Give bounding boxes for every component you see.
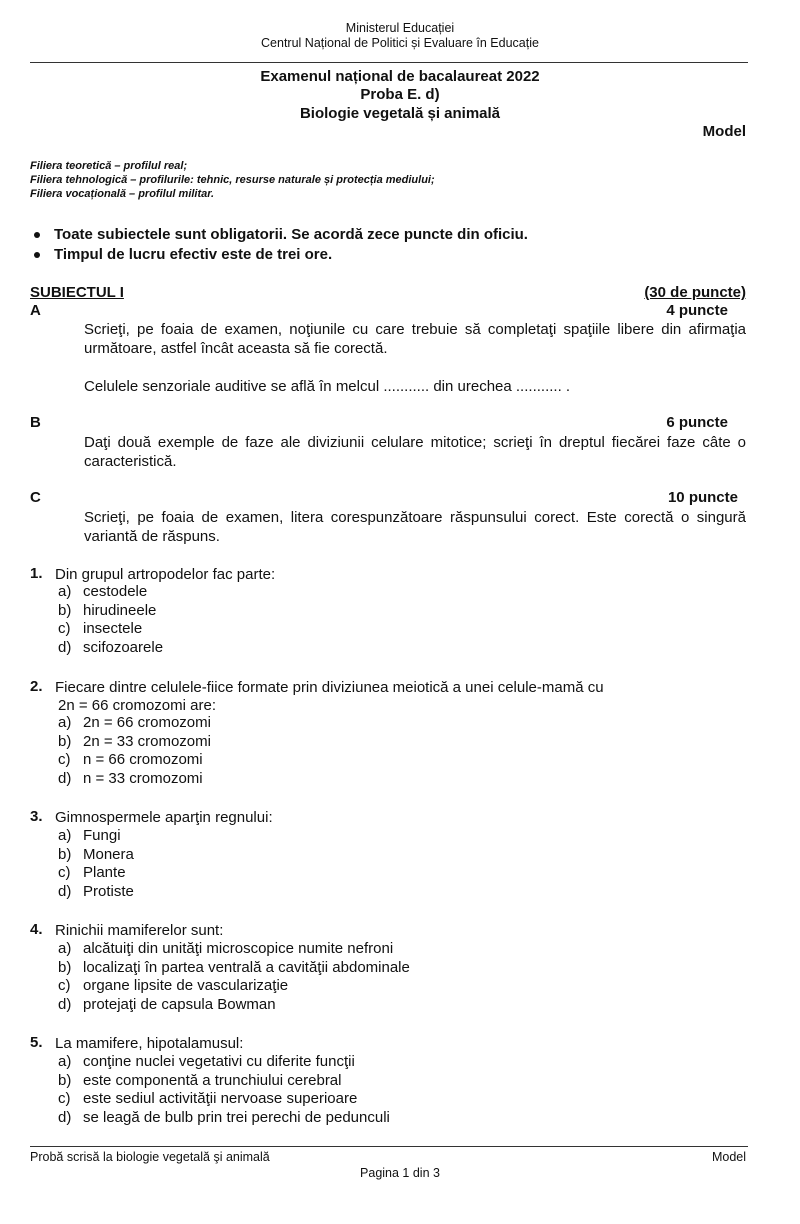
model-label: Model [702,123,746,140]
center-name: Centrul Național de Politici și Evaluare în Educație [261,36,539,50]
question-number: 4. [30,921,43,938]
part-a-letter: A [30,302,41,319]
question-text: Gimnospermele aparţin regnului: [55,809,273,826]
instruction-item [30,246,332,263]
subject-title: Biologie vegetală și animală [299,105,501,122]
part-c-points: 10 puncte [667,489,738,506]
part-a-points: 4 puncte [666,302,728,319]
option-d: d) protejaţi de capsula Bowman [58,996,276,1014]
option-c: c) n = 66 cromozomi [58,751,203,769]
option-b: b) 2n = 33 cromozomi [58,732,211,750]
ministry-name: Ministerul Educației [345,21,455,35]
answer-options [58,827,134,902]
answer-options [58,940,410,1015]
bullet-icon [34,232,40,238]
question-text: Din grupul artropodelor fac parte: [55,566,276,583]
filiera-teoretica: Filiera teoretică – profilul real; [30,160,188,172]
question-number: 5. [30,1034,43,1051]
part-c-letter: C [30,489,41,506]
header-divider [30,62,748,63]
part-a-statement: Celulele senzoriale auditive se află în melcul ........... din urechea ........... . [84,378,571,395]
option-d: d) se leagă de bulb prin trei perechi de pedunculi [58,1109,390,1127]
option-a: a) alcătuiţi din unităţi microscopice numite nefroni [58,940,394,957]
bullet-icon [34,252,40,258]
option-b: b) hirudineele [58,601,157,619]
option-b: b) localizaţi în partea ventrală a cavităţii abdominale [58,958,410,976]
part-b-instruction: Daţi două exemple de faze ale diviziunii celulare mitotice; scrieţi în dreptul fiecărei faze câte o caracteristică. [84,434,746,470]
instruction-text: Timpul de lucru efectiv este de trei ore. [54,246,333,263]
subiect-title: SUBIECTUL I [30,284,124,301]
question-number: 2. [30,678,43,695]
instruction-text: Toate subiectele sunt obligatorii. Se acordă zece puncte din oficiu. [54,226,528,243]
part-b-points: 6 puncte [666,414,728,431]
option-a: a) Fungi [58,827,121,844]
instruction-item [30,226,528,243]
option-c: c) Plante [58,864,126,882]
question-number: 3. [30,808,43,825]
subiect-points: (30 de puncte) [644,284,746,301]
option-d: d) Protiste [58,883,134,901]
option-c: c) este sediul activităţii nervoase superioare [58,1090,358,1108]
filiera-tehnologica: Filiera tehnologică – profilurile: tehnic, resurse naturale și protecția mediului; [30,174,435,186]
option-c: c) organe lipsite de vascularizaţie [58,977,289,995]
option-c: c) insectele [58,620,143,638]
footer-left: Probă scrisă la biologie vegetală şi animală [30,1150,270,1164]
question-text-continued: 2n = 66 cromozomi are: [58,697,216,714]
option-b: b) este componentă a trunchiului cerebral [58,1071,342,1089]
question-text: Rinichii mamiferelor sunt: [55,922,224,939]
option-a: a) 2n = 66 cromozomi [58,714,211,731]
answer-options [58,1053,390,1128]
answer-options [58,583,163,658]
option-a: a) cestodele [58,583,148,600]
filiera-vocationala: Filiera vocațională – profilul militar. [30,188,214,200]
question-text: La mamifere, hipotalamusul: [55,1035,244,1052]
footer-right: Model [711,1150,746,1164]
page-number: Pagina 1 din 3 [360,1166,440,1180]
part-a-instruction: Scrieţi, pe foaia de examen, noţiunile cu care trebuie să completaţi spaţiile libere din afirmaţia următoare, astfel încât aceasta să fie corectă. [84,321,746,357]
option-a: a) conţine nuclei vegetativi cu diferite funcţii [58,1053,355,1070]
proba-title: Proba E. d) [360,86,440,103]
option-d: d) scifozoarele [58,639,164,657]
subiect-heading [30,284,746,301]
option-d: d) n = 33 cromozomi [58,770,203,788]
part-b-letter: B [30,414,41,431]
question-number: 1. [30,565,43,582]
answer-options [58,714,211,789]
question-text: Fiecare dintre celulele-fiice formate prin diviziunea meiotică a unei celule-mamă cu [55,679,604,696]
footer-divider [30,1146,748,1147]
exam-title: Examenul național de bacalaureat 2022 [260,68,540,85]
option-b: b) Monera [58,845,134,863]
part-c-instruction: Scrieţi, pe foaia de examen, litera corespunzătoare răspunsului corect. Este corectă o singură variantă de răspuns. [84,509,746,545]
